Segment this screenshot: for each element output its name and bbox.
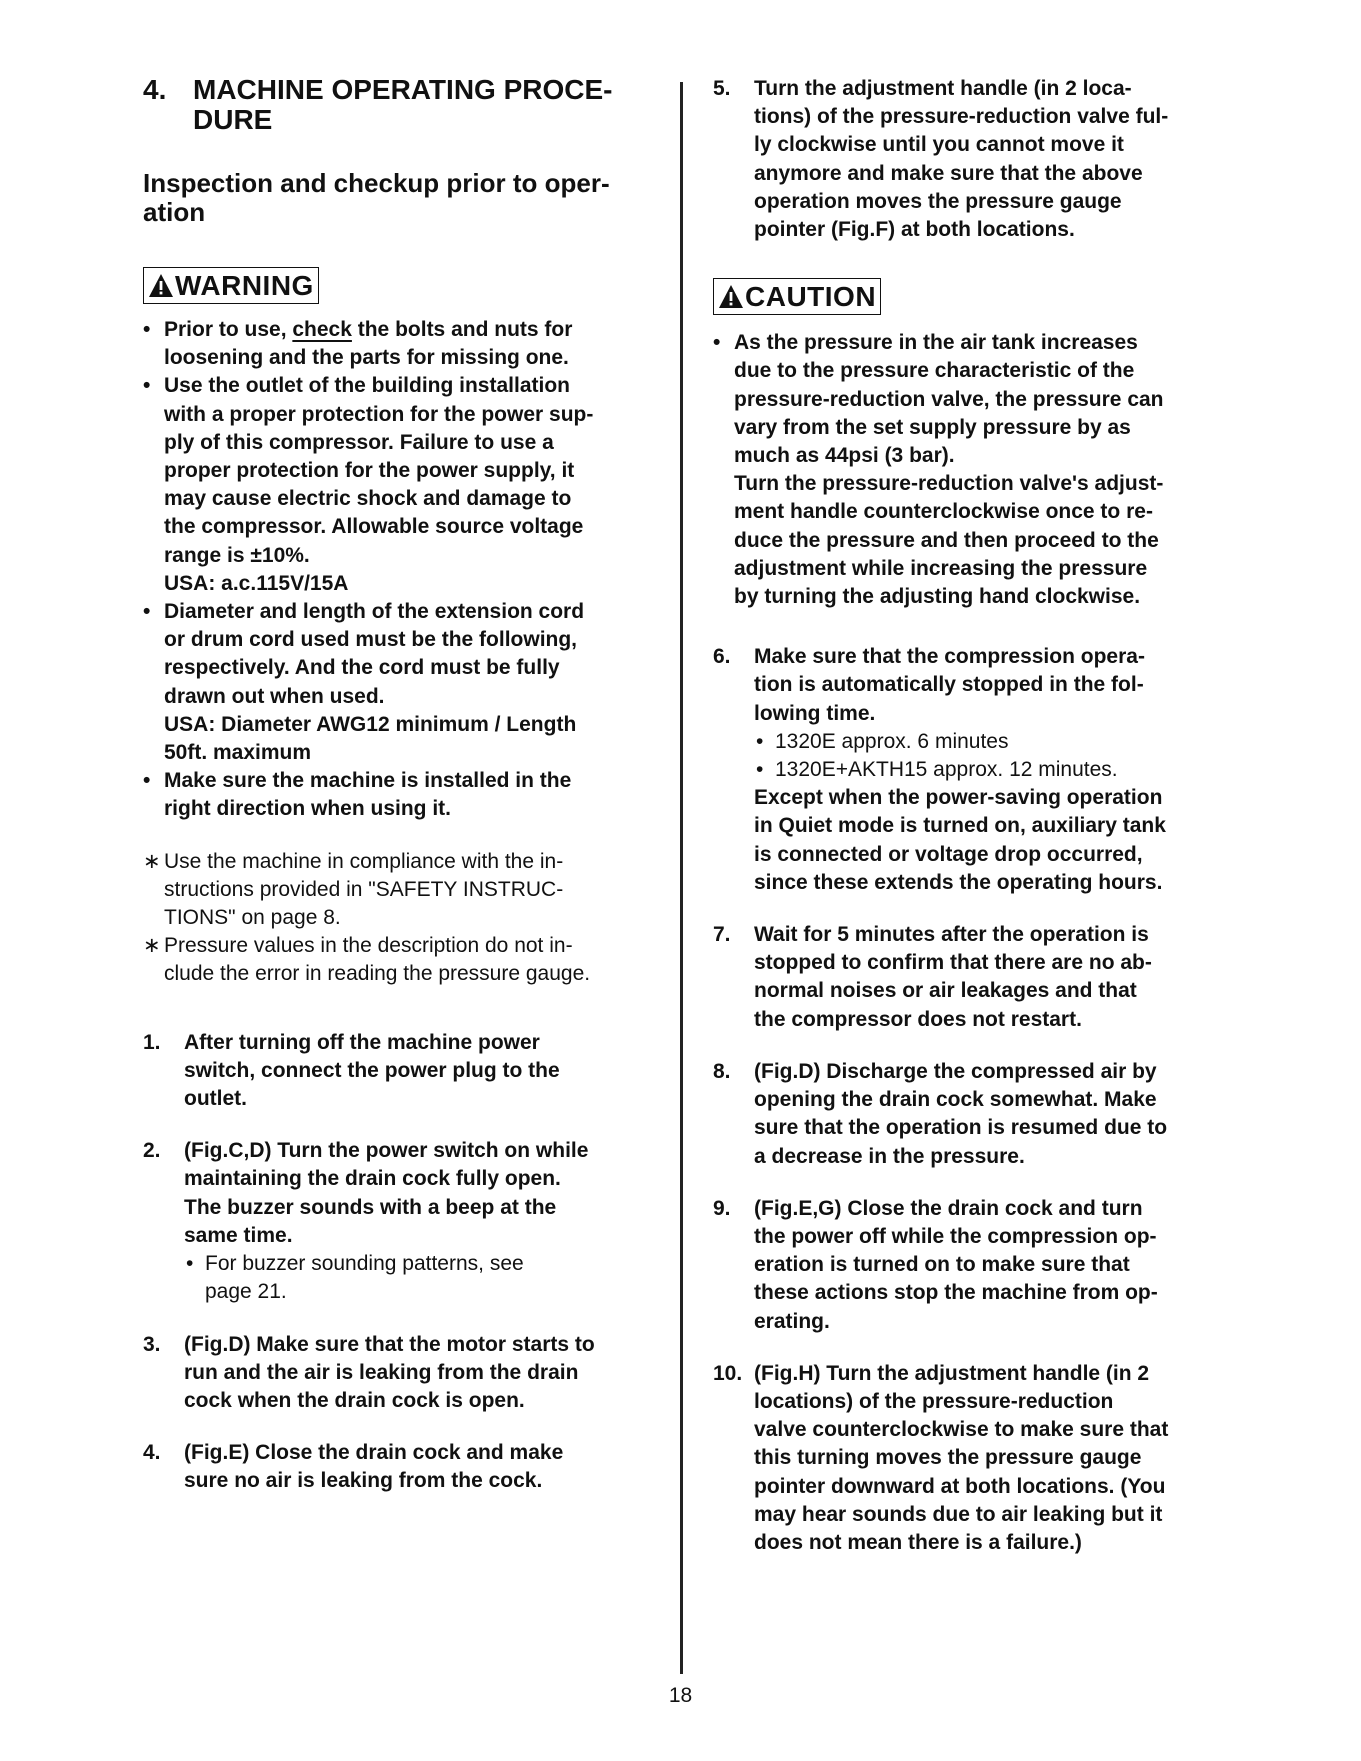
warning-item [143,598,663,767]
step-line: The buzzer sounds with a beep at the [184,1195,557,1219]
step-line: sure that the operation is resumed due to [754,1116,1168,1140]
step-line: Make sure that the compression opera- [754,645,1145,669]
step-line: stopped to confirm that there are no ab- [754,951,1152,975]
warning-item-emphasis: check [292,318,352,341]
caution-item-line: due to the pressure characteristic of the [734,359,1135,383]
warning-item [143,372,663,598]
step-line: normal noises or air leakages and that [754,979,1137,1003]
caution-item-line: duce the pressure and then proceed to the [734,528,1159,552]
caution-item-line: by turning the adjusting hand clockwise. [734,585,1141,609]
step-line: pointer (Fig.F) at both locations. [754,218,1075,242]
warning-item-line: the compressor. Allowable source voltage [164,515,584,539]
warning-item-line: drawn out when used. [164,684,385,708]
step-line: tion is automatically stopped in the fol- [754,673,1144,697]
step-subitem-line: For buzzer sounding patterns, see [205,1252,524,1276]
left-steps [143,1029,663,1496]
step-line: anymore and make sure that the above [754,161,1143,185]
warning-item-line: USA: a.c.115V/15A [164,571,349,595]
caution-badge [713,278,881,315]
note-item-line: Pressure values in the description do not in- [164,934,573,958]
right-steps [713,643,1233,1557]
step-body [754,1058,1233,1171]
right-column [713,75,1233,1557]
warning-item-line: 50ft. maximum [164,741,312,765]
step-body [754,75,1233,244]
step-number: 5. [713,77,731,100]
column-divider [680,82,683,1674]
caution-item-line: As the pressure in the air tank increases [734,331,1138,355]
warning-item-line: may cause electric shock and damage to [164,487,572,511]
note-item [143,848,663,933]
step-line: lowing time. [754,701,876,725]
caution-item-line: much as 44psi (3 bar). [734,444,955,468]
step-body [754,1360,1233,1557]
step-number: 6. [713,645,731,669]
warning-item-line: Make sure the machine is installed in the [164,769,572,793]
step-note-line: Except when the power-saving operation [754,786,1163,810]
step-number: 10. [713,1361,743,1385]
step-line: the compressor does not restart. [754,1007,1082,1031]
step-body [184,1439,663,1495]
step-number: 9. [713,1196,731,1220]
step-line: After turning off the machine power [184,1030,540,1054]
step-subitem-line: 1320E+AKTH15 approx. 12 minutes. [775,758,1118,782]
step-line: pointer downward at both locations. (You [754,1474,1166,1498]
caution-item-line: vary from the set supply pressure by as [734,415,1131,439]
caution-badge-wrap [713,278,1233,315]
step-6 [713,643,1233,897]
section-number: 4. [143,74,167,105]
warning-item-line: USA: Diameter AWG12 minimum / Length [164,712,577,736]
caution-item-line: Turn the pressure-reduction valve's adjust- [734,472,1164,496]
step-line: erating. [754,1309,830,1333]
step-note-line: since these extends the operating hours. [754,870,1163,894]
warning-item-line: Use the outlet of the building installation [164,374,570,398]
step-line: (Fig.H) Turn the adjustment handle (in 2 [754,1361,1150,1385]
step-line: opening the drain cock somewhat. Make [754,1088,1157,1112]
step-8 [713,1058,1233,1171]
caution-triangle-icon [718,284,744,310]
step-4 [143,1439,663,1495]
caution-list [713,329,1233,611]
step-line: a decrease in the pressure. [754,1144,1025,1168]
warning-item-line: with a proper protection for the power sup- [164,402,594,426]
warning-item-line: range is ±10%. [164,543,310,567]
caution-item [713,329,1233,611]
warning-badge-wrap [143,267,663,304]
step-2 [143,1137,663,1306]
step-subitem [754,756,1233,784]
step-subitem-line: page 21. [205,1280,287,1304]
step-5 [713,75,1233,244]
step-line: same time. [184,1223,293,1247]
warning-label: WARNING [175,270,314,301]
step-sublist [754,728,1233,784]
warning-list [143,316,663,824]
warning-item-line: proper protection for the power supply, it [164,459,575,483]
step-line: may hear sounds due to air leaking but it [754,1502,1163,1526]
step-body [754,921,1233,1034]
step-subitem [184,1250,663,1306]
step-body [754,1195,1233,1336]
step-7 [713,921,1233,1034]
step-number: 1. [143,1030,161,1054]
section-title-line2: DURE [193,104,273,135]
note-item [143,932,663,988]
step-line: does not mean there is a failure.) [754,1530,1082,1554]
step-body [184,1029,663,1114]
step-9 [713,1195,1233,1336]
caution-item-line: adjustment while increasing the pressure [734,556,1148,580]
step-note-line: is connected or voltage drop occurred, [754,842,1143,866]
warning-item-line: loosening and the parts for missing one. [164,346,569,370]
step-line: this turning moves the pressure gauge [754,1446,1142,1470]
step-note [754,784,1233,897]
step-number: 8. [713,1059,731,1083]
step-line: outlet. [184,1087,247,1111]
step-line: ly clockwise until you cannot move it [754,133,1124,157]
step-line: (Fig.E,G) Close the drain cock and turn [754,1196,1143,1220]
step-line: these actions stop the machine from op- [754,1281,1158,1305]
note-item-line: Use the machine in compliance with the in- [164,849,564,873]
warning-item-line: right direction when using it. [164,797,451,821]
warning-item [143,767,663,823]
inspection-heading-line2: ation [143,197,206,227]
warning-triangle-icon [148,273,174,299]
step-line: (Fig.E) Close the drain cock and make [184,1441,564,1465]
step-body [184,1331,663,1416]
step-5 [713,75,1233,244]
step-line: the power off while the compression op- [754,1224,1157,1248]
step-note-line: in Quiet mode is turned on, auxiliary tank [754,814,1166,838]
warning-item-line: Diameter and length of the extension cord [164,600,585,624]
caution-label: CAUTION [745,281,877,313]
warning-item-line: respectively. And the cord must be fully [164,656,560,680]
warning-item [143,316,663,372]
step-line: cock when the drain cock is open. [184,1388,525,1412]
step-number: 4. [143,1441,161,1465]
step-body [754,643,1233,897]
step-line: tions) of the pressure-reduction valve ful- [754,105,1169,129]
warning-item-line: or drum cord used must be the following, [164,628,578,652]
step-subitem-line: 1320E approx. 6 minutes [775,729,1009,753]
step-line: Wait for 5 minutes after the operation is [754,923,1149,947]
section-title-line1: MACHINE OPERATING PROCE- [193,74,613,105]
warning-item-text: Prior to use, [164,318,293,341]
step-line: Turn the adjustment handle (in 2 loca- [754,77,1132,100]
section-title [143,75,663,135]
step-number: 2. [143,1139,161,1163]
page-number: 18 [668,1684,693,1707]
caution-item-line: pressure-reduction valve, the pressure can [734,387,1164,411]
step-line: (Fig.D) Discharge the compressed air by [754,1059,1157,1083]
notes-list [143,848,663,989]
step-sublist [184,1250,663,1306]
note-item-line: clude the error in reading the pressure gauge. [164,962,591,986]
note-item-line: structions provided in "SAFETY INSTRUC- [164,877,564,901]
step-number: 3. [143,1332,161,1356]
warning-item-text: the bolts and nuts for [351,318,573,341]
step-3 [143,1331,663,1416]
step-line: locations) of the pressure-reduction [754,1389,1114,1413]
caution-item-line: ment handle counterclockwise once to re- [734,500,1153,524]
step-line: operation moves the pressure gauge [754,189,1122,213]
step-line: switch, connect the power plug to the [184,1058,560,1082]
step-number: 7. [713,923,731,947]
inspection-heading-line1: Inspection and checkup prior to oper- [143,168,610,198]
left-column [143,75,663,1496]
step-line: eration is turned on to make sure that [754,1253,1130,1277]
step-subitem [754,728,1233,756]
warning-badge [143,267,319,304]
inspection-heading [143,169,663,227]
step-line: (Fig.D) Make sure that the motor starts to [184,1332,595,1356]
note-item-line: TIONS" on page 8. [164,906,341,930]
warning-item-line: ply of this compressor. Failure to use a [164,430,554,454]
step-line: sure no air is leaking from the cock. [184,1469,543,1493]
step-line: (Fig.C,D) Turn the power switch on while [184,1139,589,1163]
step-line: valve counterclockwise to make sure that [754,1418,1169,1442]
step-1 [143,1029,663,1114]
step-10 [713,1360,1233,1557]
step-line: run and the air is leaking from the drain [184,1360,579,1384]
step-body [184,1137,663,1306]
step-line: maintaining the drain cock fully open. [184,1167,561,1191]
